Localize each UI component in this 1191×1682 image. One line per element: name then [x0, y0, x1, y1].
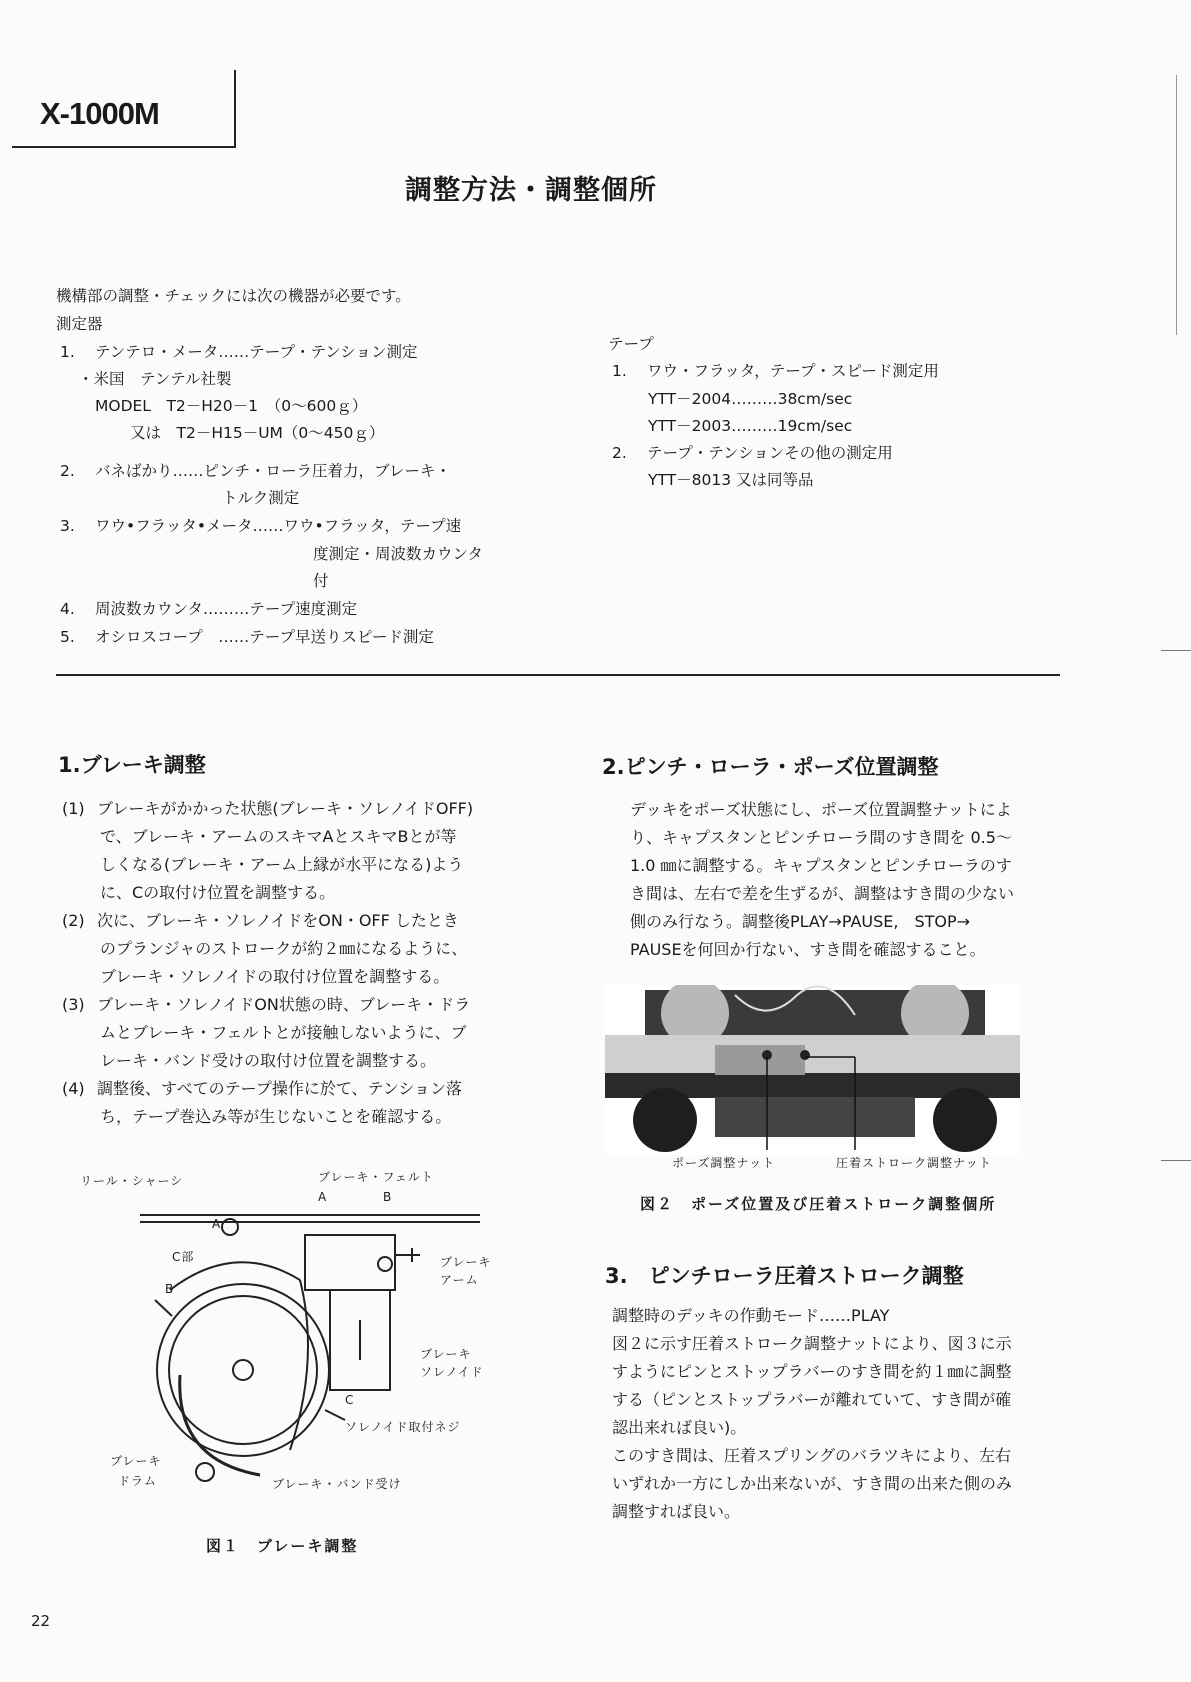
- section1-item: [62, 991, 470, 1019]
- brake-diagram: [60, 1160, 540, 1490]
- item-number: (2): [62, 911, 85, 930]
- fig1-label-c-gap: C: [345, 1393, 355, 1407]
- brake-drum: [157, 1284, 329, 1456]
- section3-text: する（ピンとストップラバーが離れていて、すき間が確: [612, 1390, 1012, 1409]
- fig1-label-brake-solenoid: ブレーキ: [420, 1347, 472, 1361]
- section3-text: 認出来れば良い)。: [612, 1418, 747, 1437]
- item-text: テープ・テンションその他の測定用: [647, 444, 893, 462]
- item-text: ブレーキ・ソレノイドON状態の時、ブレーキ・ドラ: [97, 995, 471, 1014]
- section1-item: [62, 795, 473, 823]
- band-screw: [196, 1463, 214, 1481]
- section2-text: き間は、左右で差を生ずるが、調整はすき間の少ない: [630, 884, 1015, 903]
- drum-hub: [233, 1360, 253, 1380]
- instrument-item: [60, 339, 417, 366]
- item-text: しくなる(ブレーキ・アーム上縁が水平になる)よう: [100, 855, 464, 874]
- section-divider: [56, 674, 1060, 676]
- item-text: YTT－2003………19cm/sec: [648, 417, 853, 435]
- fig1-label-c-part: C部: [172, 1250, 195, 1264]
- fig1-label-b: B: [383, 1190, 393, 1204]
- item-text: に、Cの取付け位置を調整する。: [100, 883, 336, 902]
- item-text: テンテロ・メータ……テープ・テンション測定: [95, 343, 418, 361]
- item-number: 2.: [60, 462, 75, 480]
- fig1-label-brake-felt: ブレーキ・フェルト: [318, 1170, 434, 1184]
- fig1-label-a: A: [318, 1190, 328, 1204]
- item-number: (1): [62, 799, 85, 818]
- section2-heading: 2.ピンチ・ローラ・ポーズ位置調整: [602, 755, 939, 779]
- fig1-label-solenoid-screw: ソレノイド取付ネジ: [345, 1420, 461, 1434]
- b-arrow: [155, 1300, 172, 1316]
- item-text: YTT－8013 又は同等品: [648, 471, 814, 489]
- section2-text: 側のみ行なう。調整後PLAY→PAUSE, STOP→: [630, 912, 971, 931]
- item-text: MODEL T2－H20－1 （0～600ｇ）: [95, 397, 368, 415]
- item-number: 3.: [60, 517, 75, 535]
- section3-text: このすき間は、圧着スプリングのバラツキにより、左右: [612, 1446, 1012, 1465]
- item-number: 1.: [60, 343, 75, 361]
- fig1-label-brake-drum: ドラム: [118, 1474, 157, 1488]
- item-text: ブレーキがかかった状態(ブレーキ・ソレノイドOFF): [97, 799, 474, 818]
- deck-photo: [605, 985, 1020, 1155]
- brake-drum-inner: [169, 1296, 317, 1444]
- section1-heading: 1.ブレーキ調整: [58, 753, 206, 777]
- section3-heading: 3. ピンチローラ圧着ストローク調整: [605, 1264, 964, 1288]
- fig1-label-b-gap: B: [165, 1282, 175, 1296]
- fig1-label-brake-drum: ブレーキ: [110, 1454, 162, 1468]
- item-text: 調整後、すべてのテープ操作に於て、テンション落: [97, 1079, 463, 1098]
- fig1-caption: 図１ ブレーキ調整: [206, 1537, 359, 1555]
- brake-arm: [305, 1235, 395, 1290]
- instrument-item: [60, 624, 434, 651]
- page-number: 22: [31, 1612, 51, 1630]
- section3-text: 調整時のデッキの作動モード……PLAY: [612, 1306, 890, 1325]
- item-number: 5.: [60, 628, 75, 646]
- arm-screw: [378, 1257, 392, 1271]
- item-text: ち，テープ巻込み等が生じないことを確認する。: [100, 1107, 452, 1126]
- scan-edge: [1176, 75, 1177, 335]
- item-text: レーキ・バンド受けの取付け位置を調整する。: [100, 1051, 437, 1070]
- model-name: X-1000M: [40, 96, 159, 131]
- section1-item: [62, 907, 459, 935]
- section2-text: 1.0 ㎜に調整する。キャプスタンとピンチローラのす: [630, 856, 1012, 875]
- item-text: オシロスコープ ……テープ早送りスピード測定: [95, 628, 434, 646]
- section3-text: 図２に示す圧着ストローク調整ナットにより、図３に示: [612, 1334, 1012, 1353]
- section3-text: いずれか一方にしか出来ないが、すき間の出来た側のみ: [612, 1474, 1013, 1493]
- section2-text: デッキをポーズ状態にし、ポーズ位置調整ナットによ: [630, 800, 1012, 819]
- item-text: 度測定・周波数カウンタ: [313, 545, 483, 563]
- instrument-item: [60, 458, 451, 485]
- item-text: ワウ•フラッタ•メータ……ワウ•フラッタ，テープ速: [95, 517, 462, 535]
- section2-text: PAUSEを何回か行ない、すき間を確認すること。: [630, 940, 986, 959]
- item-text: 又は T2－H15－UM（0～450ｇ）: [130, 424, 385, 442]
- item-number: (4): [62, 1079, 85, 1098]
- instruments-heading: 測定器: [56, 315, 103, 333]
- item-text: トルク測定: [222, 489, 300, 507]
- fig1-label-brake-solenoid: ソレノイド: [420, 1365, 484, 1379]
- instrument-item: [60, 596, 357, 623]
- item-text: ワウ・フラッタ，テープ・スピード測定用: [647, 362, 939, 380]
- spring: [395, 1248, 420, 1262]
- fig1-label-band-receiver: ブレーキ・バンド受け: [272, 1477, 402, 1491]
- band-receiver: [180, 1375, 260, 1475]
- item-text: ・米国 テンテル社製: [78, 370, 232, 388]
- item-number: 2.: [612, 444, 627, 462]
- brake-band: [170, 1262, 300, 1290]
- scan-edge-mark: [1161, 650, 1191, 651]
- item-number: 1.: [612, 362, 627, 380]
- item-text: のプランジャのストロークが約２㎜になるように、: [100, 939, 468, 958]
- fig1-label-brake-arm: アーム: [440, 1273, 479, 1287]
- item-text: 周波数カウンタ………テープ速度測定: [95, 600, 358, 618]
- c-arrow: [325, 1410, 345, 1420]
- item-text: 付: [313, 572, 329, 590]
- page-title: 調整方法・調整個所: [405, 175, 657, 206]
- tape-heading: テープ: [608, 335, 654, 353]
- item-text: で、ブレーキ・アームのスキマAとスキマBとが等: [100, 827, 457, 846]
- intro-text: 機構部の調整・チェックには次の機器が必要です。: [56, 287, 411, 305]
- item-text: ブレーキ・ソレノイドの取付け位置を調整する。: [100, 967, 450, 986]
- fig1-label-brake-arm: ブレーキ: [440, 1255, 492, 1269]
- item-number: (3): [62, 995, 85, 1014]
- item-text: ムとブレーキ・フェルトとが接触しないように、ブ: [100, 1023, 467, 1042]
- fig2-label-pause-nut: ポーズ調整ナット: [672, 1156, 776, 1170]
- section3-text: 調整すれば良い。: [612, 1502, 741, 1521]
- tape-item: [612, 358, 939, 385]
- item-number: 4.: [60, 600, 75, 618]
- section3-text: すようにピンとストップラバーのすき間を約１㎜に調整: [612, 1362, 1012, 1381]
- item-text: バネばかり……ピンチ・ローラ圧着力，ブレーキ・: [95, 462, 451, 480]
- scan-edge-mark: [1161, 1160, 1191, 1161]
- instrument-item: [60, 513, 461, 540]
- section2-text: り、キャプスタンとピンチローラ間のすき間を 0.5～: [630, 828, 1012, 847]
- section1-item: [62, 1075, 462, 1103]
- fig2-caption: 図２ ポーズ位置及び圧着ストローク調整個所: [640, 1195, 997, 1213]
- fig1-label-reel-chassis: リール・シャーシ: [80, 1174, 184, 1188]
- item-text: YTT－2004………38cm/sec: [648, 390, 853, 408]
- tape-item: [612, 440, 893, 467]
- fig2-label-stroke-nut: 圧着ストローク調整ナット: [836, 1156, 992, 1170]
- fig1-label-a-gap: A: [212, 1217, 222, 1231]
- item-text: 次に、ブレーキ・ソレノイドをON・OFF したとき: [97, 911, 459, 930]
